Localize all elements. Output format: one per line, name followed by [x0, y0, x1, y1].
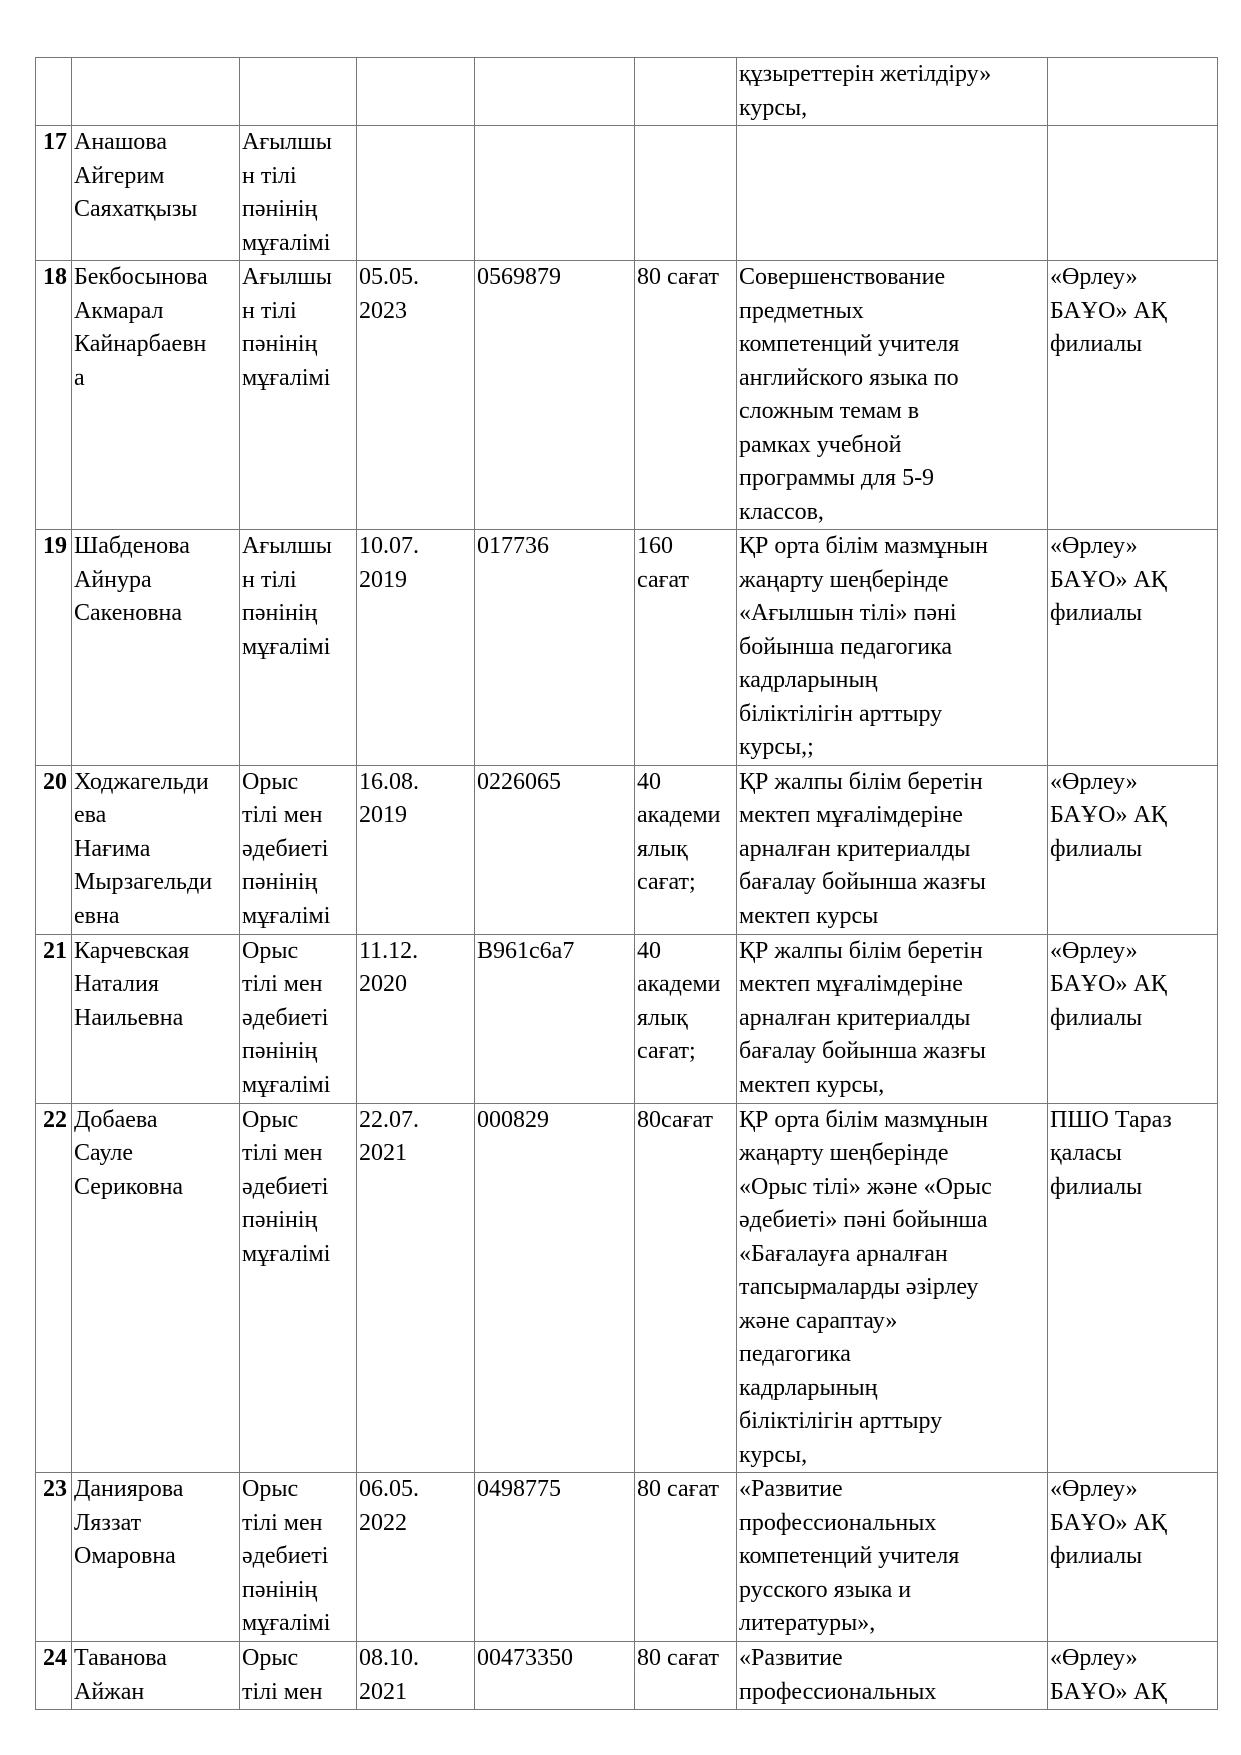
certificate-number: B961c6a7 — [475, 934, 635, 1103]
training-records-table — [35, 57, 1218, 1710]
row-number: 23 — [36, 1473, 72, 1642]
table-row — [36, 530, 1218, 766]
row-number: 17 — [36, 126, 72, 261]
course-title: «Развитие профессиональных — [737, 1642, 1048, 1710]
row-number — [36, 58, 72, 126]
teacher-name: Анашова Айгерим Саяхатқызы — [72, 126, 240, 261]
course-title: құзыреттерін жетілдіру» курсы, — [737, 58, 1048, 126]
course-provider: «Өрлеу» БАҰО» АҚ филиалы — [1048, 765, 1218, 934]
certificate-number — [475, 58, 635, 126]
course-title: Совершенствование предметных компетенций учителя английского языка по сложным темам в рамках учебной программы для 5-9 классов, — [737, 261, 1048, 530]
course-date: 11.12. 2020 — [357, 934, 475, 1103]
course-provider: ПШО Тараз қаласы филиалы — [1048, 1103, 1218, 1473]
row-number: 22 — [36, 1103, 72, 1473]
course-date: 10.07. 2019 — [357, 530, 475, 766]
certificate-number: 000829 — [475, 1103, 635, 1473]
course-hours: 160 сағат — [635, 530, 737, 766]
teacher-name: Карчевская Наталия Наильевна — [72, 934, 240, 1103]
table-row — [36, 1642, 1218, 1710]
teacher-position: Орыс тілі мен әдебиеті пәнінің мұғалімі — [240, 1103, 357, 1473]
teacher-name: Даниярова Ляззат Омаровна — [72, 1473, 240, 1642]
table-row — [36, 58, 1218, 126]
course-provider: «Өрлеу» БАҰО» АҚ филиалы — [1048, 1473, 1218, 1642]
course-title: ҚР орта білім мазмұнын жаңарту шеңберінде «Орыс тілі» және «Орыс әдебиеті» пәні бойынша «Бағалауға арналған тапсырмаларды әзірлеу және сараптау» педагогика кадрларының біліктілігін арттыру курсы, — [737, 1103, 1048, 1473]
teacher-position: Орыс тілі мен әдебиеті пәнінің мұғалімі — [240, 934, 357, 1103]
course-provider — [1048, 58, 1218, 126]
table-row — [36, 934, 1218, 1103]
teacher-position: Орыс тілі мен әдебиеті пәнінің мұғалімі — [240, 765, 357, 934]
certificate-number: 017736 — [475, 530, 635, 766]
teacher-name: Ходжагельди ева Нағима Мырзагельди евна — [72, 765, 240, 934]
row-number: 19 — [36, 530, 72, 766]
teacher-position: Ағылшы н тілі пәнінің мұғалімі — [240, 261, 357, 530]
course-title: ҚР орта білім мазмұнын жаңарту шеңберінде «Ағылшын тілі» пәні бойынша педагогика кадрларының біліктілігін арттыру курсы,; — [737, 530, 1048, 766]
course-hours: 40 академи ялық сағат; — [635, 765, 737, 934]
course-date: 06.05. 2022 — [357, 1473, 475, 1642]
course-date — [357, 126, 475, 261]
course-hours: 80 сағат — [635, 1642, 737, 1710]
teacher-name: Добаева Сауле Сериковна — [72, 1103, 240, 1473]
course-date: 16.08. 2019 — [357, 765, 475, 934]
course-provider: «Өрлеу» БАҰО» АҚ филиалы — [1048, 934, 1218, 1103]
teacher-name — [72, 58, 240, 126]
teacher-position: Ағылшы н тілі пәнінің мұғалімі — [240, 126, 357, 261]
table-row — [36, 261, 1218, 530]
course-hours — [635, 126, 737, 261]
table-row — [36, 126, 1218, 261]
row-number: 18 — [36, 261, 72, 530]
table-row — [36, 765, 1218, 934]
course-date: 08.10. 2021 — [357, 1642, 475, 1710]
certificate-number: 0569879 — [475, 261, 635, 530]
course-hours: 80сағат — [635, 1103, 737, 1473]
table-row — [36, 1103, 1218, 1473]
course-hours — [635, 58, 737, 126]
course-hours: 80 сағат — [635, 1473, 737, 1642]
course-title: «Развитие профессиональных компетенций учителя русского языка и литературы», — [737, 1473, 1048, 1642]
teacher-position: Ағылшы н тілі пәнінің мұғалімі — [240, 530, 357, 766]
certificate-number — [475, 126, 635, 261]
teacher-name: Таванова Айжан — [72, 1642, 240, 1710]
table-row — [36, 1473, 1218, 1642]
row-number: 21 — [36, 934, 72, 1103]
row-number: 24 — [36, 1642, 72, 1710]
course-hours: 80 сағат — [635, 261, 737, 530]
teacher-name: Бекбосынова Акмарал Кайнарбаевн а — [72, 261, 240, 530]
teacher-position: Орыс тілі мен әдебиеті пәнінің мұғалімі — [240, 1473, 357, 1642]
teacher-position: Орыс тілі мен — [240, 1642, 357, 1710]
course-provider: «Өрлеу» БАҰО» АҚ — [1048, 1642, 1218, 1710]
course-date — [357, 58, 475, 126]
certificate-number: 00473350 — [475, 1642, 635, 1710]
course-date: 05.05. 2023 — [357, 261, 475, 530]
row-number: 20 — [36, 765, 72, 934]
course-provider — [1048, 126, 1218, 261]
course-title: ҚР жалпы білім беретін мектеп мұғалімдеріне арналған критериалды бағалау бойынша жазғы мектеп курсы — [737, 765, 1048, 934]
course-title: ҚР жалпы білім беретін мектеп мұғалімдеріне арналған критериалды бағалау бойынша жазғы мектеп курсы, — [737, 934, 1048, 1103]
course-title — [737, 126, 1048, 261]
teacher-name: Шабденова Айнура Сакеновна — [72, 530, 240, 766]
certificate-number: 0498775 — [475, 1473, 635, 1642]
course-hours: 40 академи ялық сағат; — [635, 934, 737, 1103]
teacher-position — [240, 58, 357, 126]
course-provider: «Өрлеу» БАҰО» АҚ филиалы — [1048, 261, 1218, 530]
certificate-number: 0226065 — [475, 765, 635, 934]
course-provider: «Өрлеу» БАҰО» АҚ филиалы — [1048, 530, 1218, 766]
course-date: 22.07. 2021 — [357, 1103, 475, 1473]
